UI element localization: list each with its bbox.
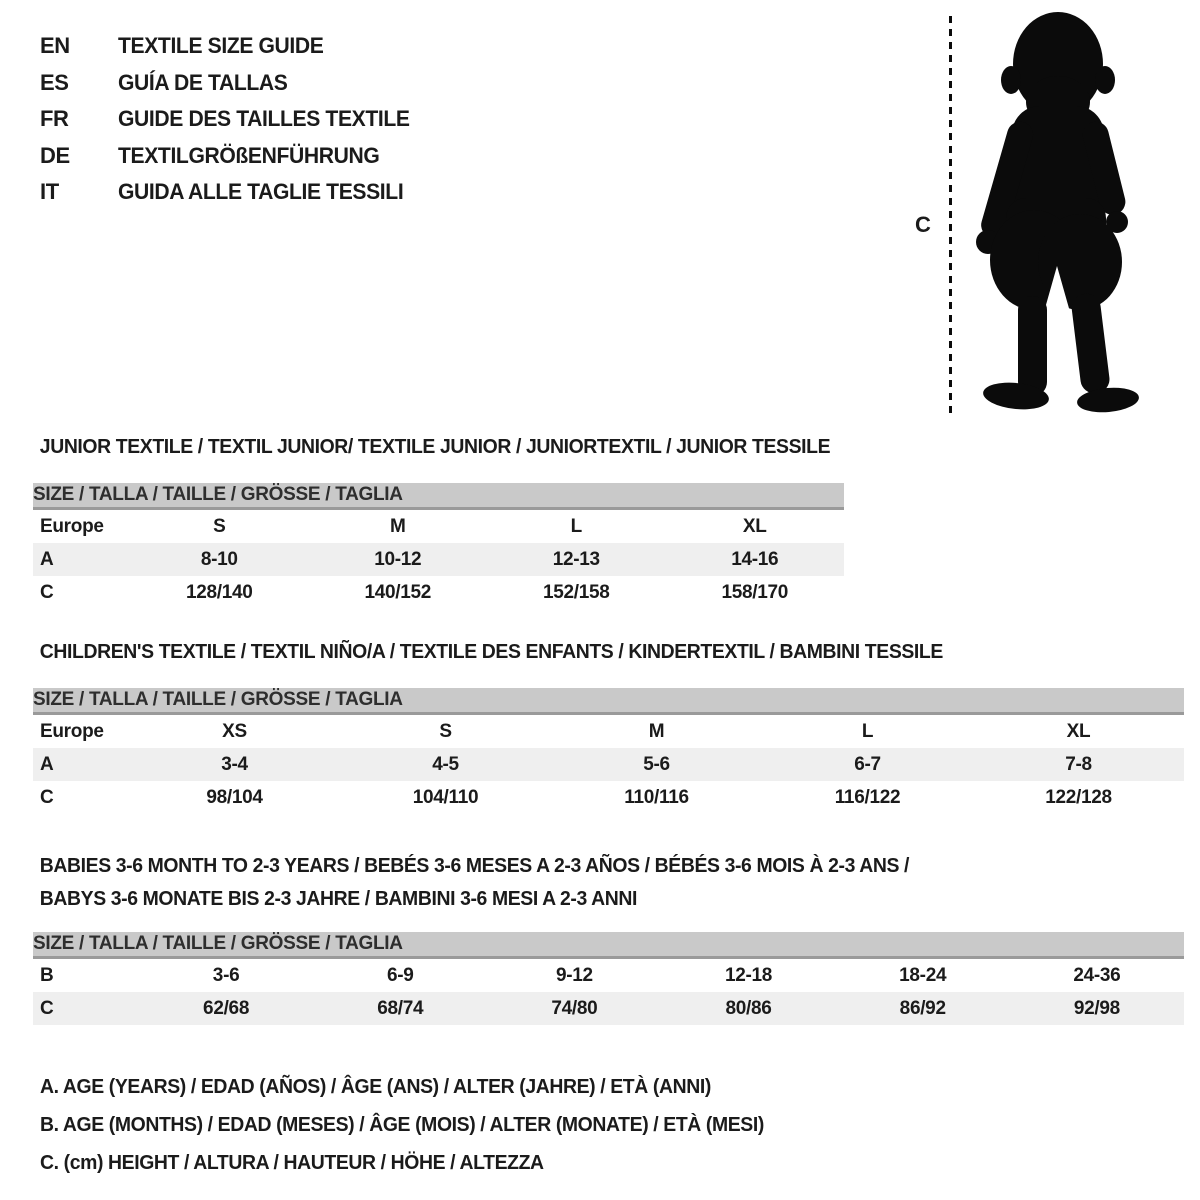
table-row [33,748,1184,781]
section-title: CHILDREN'S TEXTILE / TEXTIL NIÑO/A / TEXTILE DES ENFANTS / KINDERTEXTIL / BAMBINI TESSILE [39,641,943,663]
size-cell: 92/98 [1010,992,1184,1025]
table-header-row [33,932,1184,958]
row-label: Europe [40,515,104,537]
table-header: SIZE / TALLA / TAILLE / GRÖSSE / TAGLIA [33,932,1184,958]
size-cell: 18-24 [899,964,947,986]
size-guide-section-junior [33,437,1184,609]
size-cell: 116/122 [834,786,901,808]
row-label: A [33,748,129,781]
size-cell: 6-7 [762,748,973,781]
table-row [33,576,844,609]
language-row [40,65,422,102]
language-code: DE [40,142,70,168]
size-cell: M [389,515,406,537]
size-cell: 122/128 [1045,786,1112,808]
table-header: SIZE / TALLA / TAILLE / GRÖSSE / TAGLIA [33,483,844,509]
size-cell: 110/116 [624,786,689,808]
size-cell: XL [742,515,767,537]
table-body [33,688,1184,814]
size-cell: 128/140 [185,581,253,603]
section-title: BABYS 3-6 MONATE BIS 2-3 JAHRE / BAMBINI 3-6 MESI A 2-3 ANNI [39,888,638,910]
section-title: BABIES 3-6 MONTH TO 2-3 YEARS / BEBÉS 3-6 MESES A 2-3 AÑOS / BÉBÉS 3-6 MOIS À 2-3 ANS / [39,855,910,877]
size-cell: 8-10 [130,543,309,576]
language-row [40,28,422,65]
size-cell: 6-9 [386,964,414,986]
table-header-row [33,483,844,509]
table-header: SIZE / TALLA / TAILLE / GRÖSSE / TAGLIA [33,688,1184,714]
language-title: GUIDA ALLE TAGLIE TESSILI [118,179,404,205]
height-measure-line [949,16,952,416]
size-cell: S [439,720,452,742]
size-cell: 9-12 [555,964,593,986]
size-cell: 86/92 [836,992,1010,1025]
size-cell: 98/104 [206,786,263,808]
section-title: JUNIOR TEXTILE / TEXTIL JUNIOR/ TEXTILE JUNIOR / JUNIORTEXTIL / JUNIOR TESSILE [39,436,831,458]
language-code: EN [40,33,70,59]
size-cell: 140/152 [364,581,432,603]
table-body [33,483,844,609]
language-code: ES [40,69,69,95]
size-cell: 24-36 [1073,964,1121,986]
size-cell: 7-8 [973,748,1184,781]
row-label: C [40,786,54,808]
size-guide-section-children [33,642,1184,814]
legend-line: A. AGE (YEARS) / EDAD (AÑOS) / ÂGE (ANS) / ALTER (JAHRE) / ETÀ (ANNI) [40,1075,711,1098]
size-cell: 74/80 [487,992,661,1025]
row-label: C [40,581,54,603]
size-cell: L [861,720,874,742]
size-cell: 4-5 [340,748,551,781]
language-title: TEXTILE SIZE GUIDE [118,33,324,59]
size-cell: 104/110 [412,786,479,808]
size-cell: 62/68 [139,992,313,1025]
size-cell: 68/74 [313,992,487,1025]
size-cell: 10-12 [309,543,488,576]
table-row [33,714,1184,749]
size-cell: S [213,515,226,537]
size-cell: 12-18 [724,964,773,986]
language-title: TEXTILGRÖßENFÜHRUNG [118,142,380,168]
size-cell: M [648,720,665,742]
legend-line: C. (cm) HEIGHT / ALTURA / HAUTEUR / HÖHE / ALTEZZA [40,1151,544,1174]
language-code: FR [40,106,69,132]
size-cell: 3-4 [129,748,340,781]
row-label: Europe [40,720,104,742]
table-row [33,543,844,576]
toddler-figure [905,8,1150,420]
table-header-row [33,688,1184,714]
size-cell: XS [222,720,247,742]
size-cell: 5-6 [551,748,762,781]
row-label: A [33,543,130,576]
language-row [40,174,422,211]
toddler-silhouette-icon [961,8,1148,418]
size-table [33,932,1184,1025]
size-cell: 158/170 [721,581,789,603]
language-title-list [40,28,422,211]
table-row [33,781,1184,814]
language-row [40,101,422,138]
table-body [33,932,1184,1025]
size-cell: 12-13 [487,543,666,576]
size-tables [33,437,1184,1025]
legend [40,1068,786,1182]
size-guide-section-babies [33,850,1184,1025]
table-row [33,509,844,544]
size-cell: 152/158 [542,581,610,603]
size-table [33,688,1184,814]
size-cell: L [570,515,582,537]
row-label: B [40,964,54,986]
language-code: IT [40,179,59,205]
size-table [33,483,844,609]
language-row [40,138,422,175]
legend-line: B. AGE (MONTHS) / EDAD (MESES) / ÂGE (MOIS) / ALTER (MONATE) / ETÀ (MESI) [40,1113,764,1136]
table-row [33,958,1184,993]
measure-label-c: C [915,212,931,237]
size-cell: 14-16 [666,543,845,576]
table-row [33,992,1184,1025]
row-label: C [33,992,139,1025]
language-title: GUÍA DE TALLAS [118,69,288,95]
language-title: GUIDE DES TAILLES TEXTILE [118,106,410,132]
size-cell: 80/86 [661,992,835,1025]
size-cell: XL [1066,720,1091,742]
size-cell: 3-6 [212,964,240,986]
